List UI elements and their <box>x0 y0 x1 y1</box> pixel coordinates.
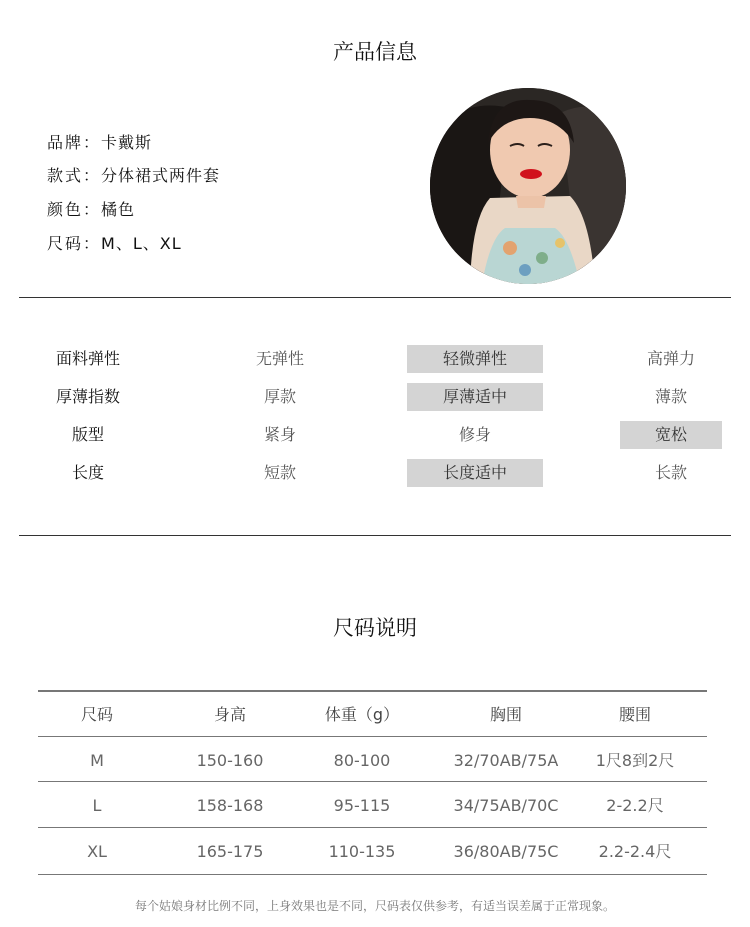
attr-label: 厚薄指数 <box>55 387 120 406</box>
header-bust: 胸围 <box>489 705 522 724</box>
size-table <box>38 690 707 876</box>
attr-option: 修身 <box>458 425 491 444</box>
size-line <box>47 231 182 254</box>
style-line <box>47 163 220 186</box>
size-guide-title: 尺码说明 <box>333 616 417 640</box>
divider-top <box>19 297 731 298</box>
size-value: M、L、XL <box>101 234 182 253</box>
attr-row-fit <box>0 421 750 451</box>
cell-height: 165-175 <box>196 842 264 861</box>
brand-label: 品牌： <box>47 133 102 152</box>
table-bottom-border <box>38 874 707 875</box>
size-label: 尺码： <box>47 234 102 253</box>
table-divider <box>38 736 707 737</box>
color-value: 橘色 <box>101 200 136 219</box>
cell-waist: 1尺8到2尺 <box>595 751 675 770</box>
table-row <box>38 784 707 828</box>
cell-bust: 32/70AB/75A <box>453 751 559 770</box>
cell-bust: 36/80AB/75C <box>453 842 559 861</box>
header-height: 身高 <box>213 705 246 724</box>
attr-option-selected: 长度适中 <box>407 459 543 487</box>
cell-size: L <box>92 796 102 815</box>
attr-label: 长度 <box>71 463 104 482</box>
cell-waist: 2.2-2.4尺 <box>598 842 672 861</box>
table-divider <box>38 827 707 828</box>
header-waist: 腰围 <box>618 705 651 724</box>
cell-weight: 80-100 <box>333 751 391 770</box>
model-portrait <box>430 88 626 284</box>
attr-option: 紧身 <box>263 425 296 444</box>
attr-option: 无弹性 <box>255 349 304 368</box>
attr-label: 面料弹性 <box>55 349 120 368</box>
cell-waist: 2-2.2尺 <box>606 796 664 815</box>
attr-option: 薄款 <box>654 387 687 406</box>
cell-height: 158-168 <box>196 796 264 815</box>
attr-option: 厚款 <box>263 387 296 406</box>
cell-size: XL <box>87 842 107 861</box>
table-row <box>38 739 707 783</box>
color-line <box>47 197 135 220</box>
table-top-border <box>38 690 707 692</box>
style-value: 分体裙式两件套 <box>101 166 221 185</box>
attr-row-elasticity <box>0 345 750 375</box>
style-label: 款式： <box>47 166 102 185</box>
cell-weight: 110-135 <box>328 842 396 861</box>
table-divider <box>38 781 707 782</box>
attr-row-thickness <box>0 383 750 413</box>
attr-row-length <box>0 459 750 489</box>
header-weight: 体重（g） <box>324 705 400 724</box>
color-label: 颜色： <box>47 200 102 219</box>
table-header-row <box>38 693 707 737</box>
table-row <box>38 830 707 874</box>
attr-option-selected: 厚薄适中 <box>407 383 543 411</box>
cell-weight: 95-115 <box>333 796 391 815</box>
cell-height: 150-160 <box>196 751 264 770</box>
attr-option: 高弹力 <box>646 349 695 368</box>
attr-label: 版型 <box>71 425 104 444</box>
header-size: 尺码 <box>80 705 113 724</box>
brand-line <box>47 130 152 153</box>
cell-bust: 34/75AB/70C <box>453 796 559 815</box>
attr-option: 短款 <box>263 463 296 482</box>
product-info-title: 产品信息 <box>333 40 417 64</box>
cell-size: M <box>90 751 104 770</box>
size-footnote: 每个姑娘身材比例不同，上身效果也是不同，尺码表仅供参考，有适当误差属于正常现象。 <box>134 899 615 913</box>
attr-option: 长款 <box>654 463 687 482</box>
attr-option-selected: 轻微弹性 <box>407 345 543 373</box>
brand-value: 卡戴斯 <box>101 133 153 152</box>
divider-bottom <box>19 535 731 536</box>
attr-option-selected: 宽松 <box>620 421 722 449</box>
